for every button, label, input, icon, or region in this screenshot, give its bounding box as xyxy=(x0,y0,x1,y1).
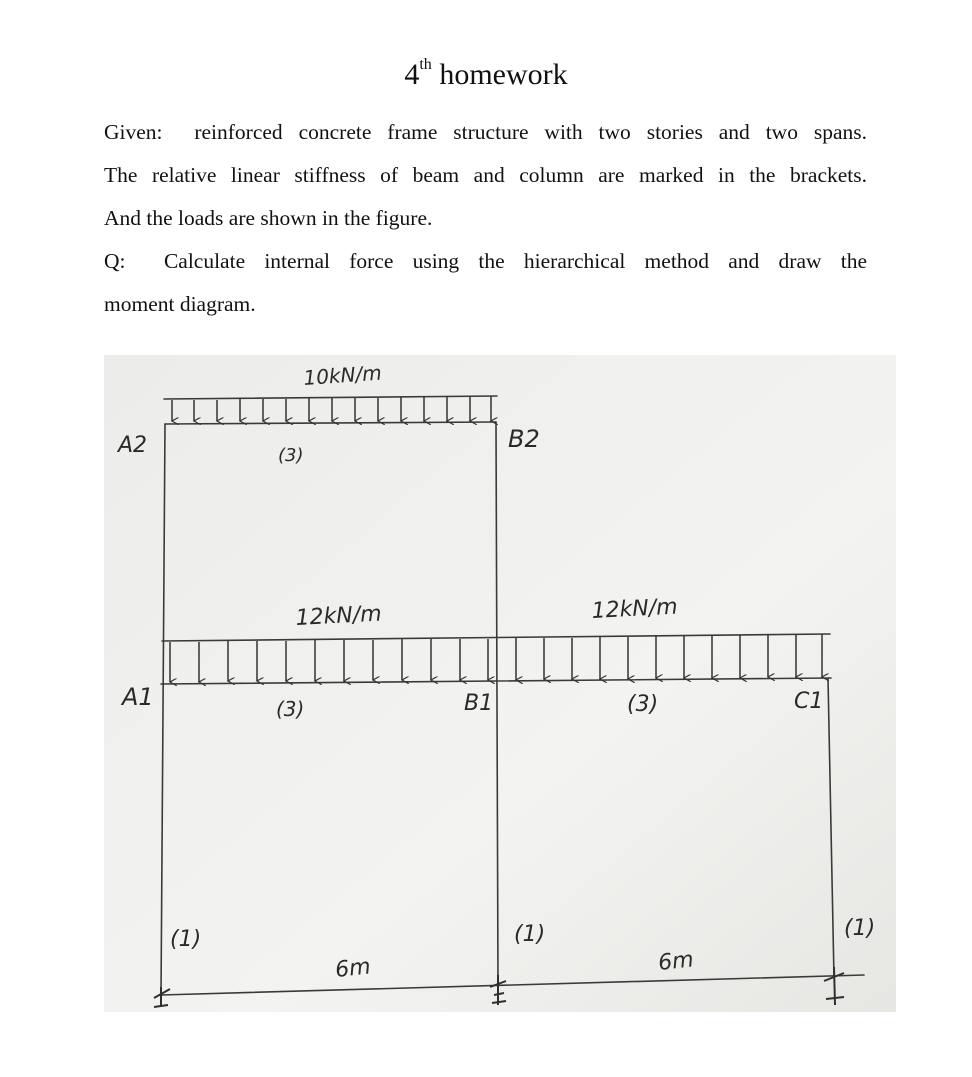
label-node-b1: B1 xyxy=(464,691,494,716)
label-stiffness-col-a: (1) xyxy=(170,927,202,952)
page-title xyxy=(0,58,972,92)
question-label: Q: xyxy=(104,249,126,273)
frame-figure xyxy=(104,355,896,1012)
title-number: 4 xyxy=(404,58,420,91)
given-paragraph xyxy=(104,111,867,240)
label-stiffness-left-beam: (3) xyxy=(276,697,305,721)
label-stiffness-top-beam: (3) xyxy=(278,445,304,466)
label-node-a2: A2 xyxy=(118,433,148,458)
given-line-1 xyxy=(104,111,867,154)
given-line-3: And the loads are shown in the figure. xyxy=(104,206,433,230)
given-label: Given: xyxy=(104,120,163,144)
label-node-a1: A1 xyxy=(122,683,154,711)
question-paragraph xyxy=(104,240,867,326)
title-superscript: th xyxy=(419,56,432,73)
question-line-2: moment diagram. xyxy=(104,292,256,316)
label-node-b2: B2 xyxy=(508,425,540,453)
label-load-mid-right: 12kN/m xyxy=(591,594,679,624)
label-span-right: 6m xyxy=(657,947,695,976)
label-node-c1: C1 xyxy=(794,689,824,714)
label-stiffness-col-b: (1) xyxy=(514,922,546,947)
label-stiffness-right-beam: (3) xyxy=(627,692,659,717)
question-text-1: Calculate internal force using the hierarchical method and draw the xyxy=(163,249,867,273)
given-text-1: reinforced concrete frame structure with two stories and two spans. xyxy=(194,120,867,144)
given-line-2: The relative linear stiffness of beam and column are marked in the brackets. xyxy=(104,163,867,187)
label-span-left: 6m xyxy=(334,954,372,983)
label-load-mid-left: 12kN/m xyxy=(295,601,383,631)
question-line-1 xyxy=(104,240,867,283)
title-word: homework xyxy=(439,58,568,91)
label-load-top: 10kN/m xyxy=(302,360,383,390)
label-stiffness-col-c: (1) xyxy=(844,916,876,941)
frame-figure-svg xyxy=(104,355,896,1012)
